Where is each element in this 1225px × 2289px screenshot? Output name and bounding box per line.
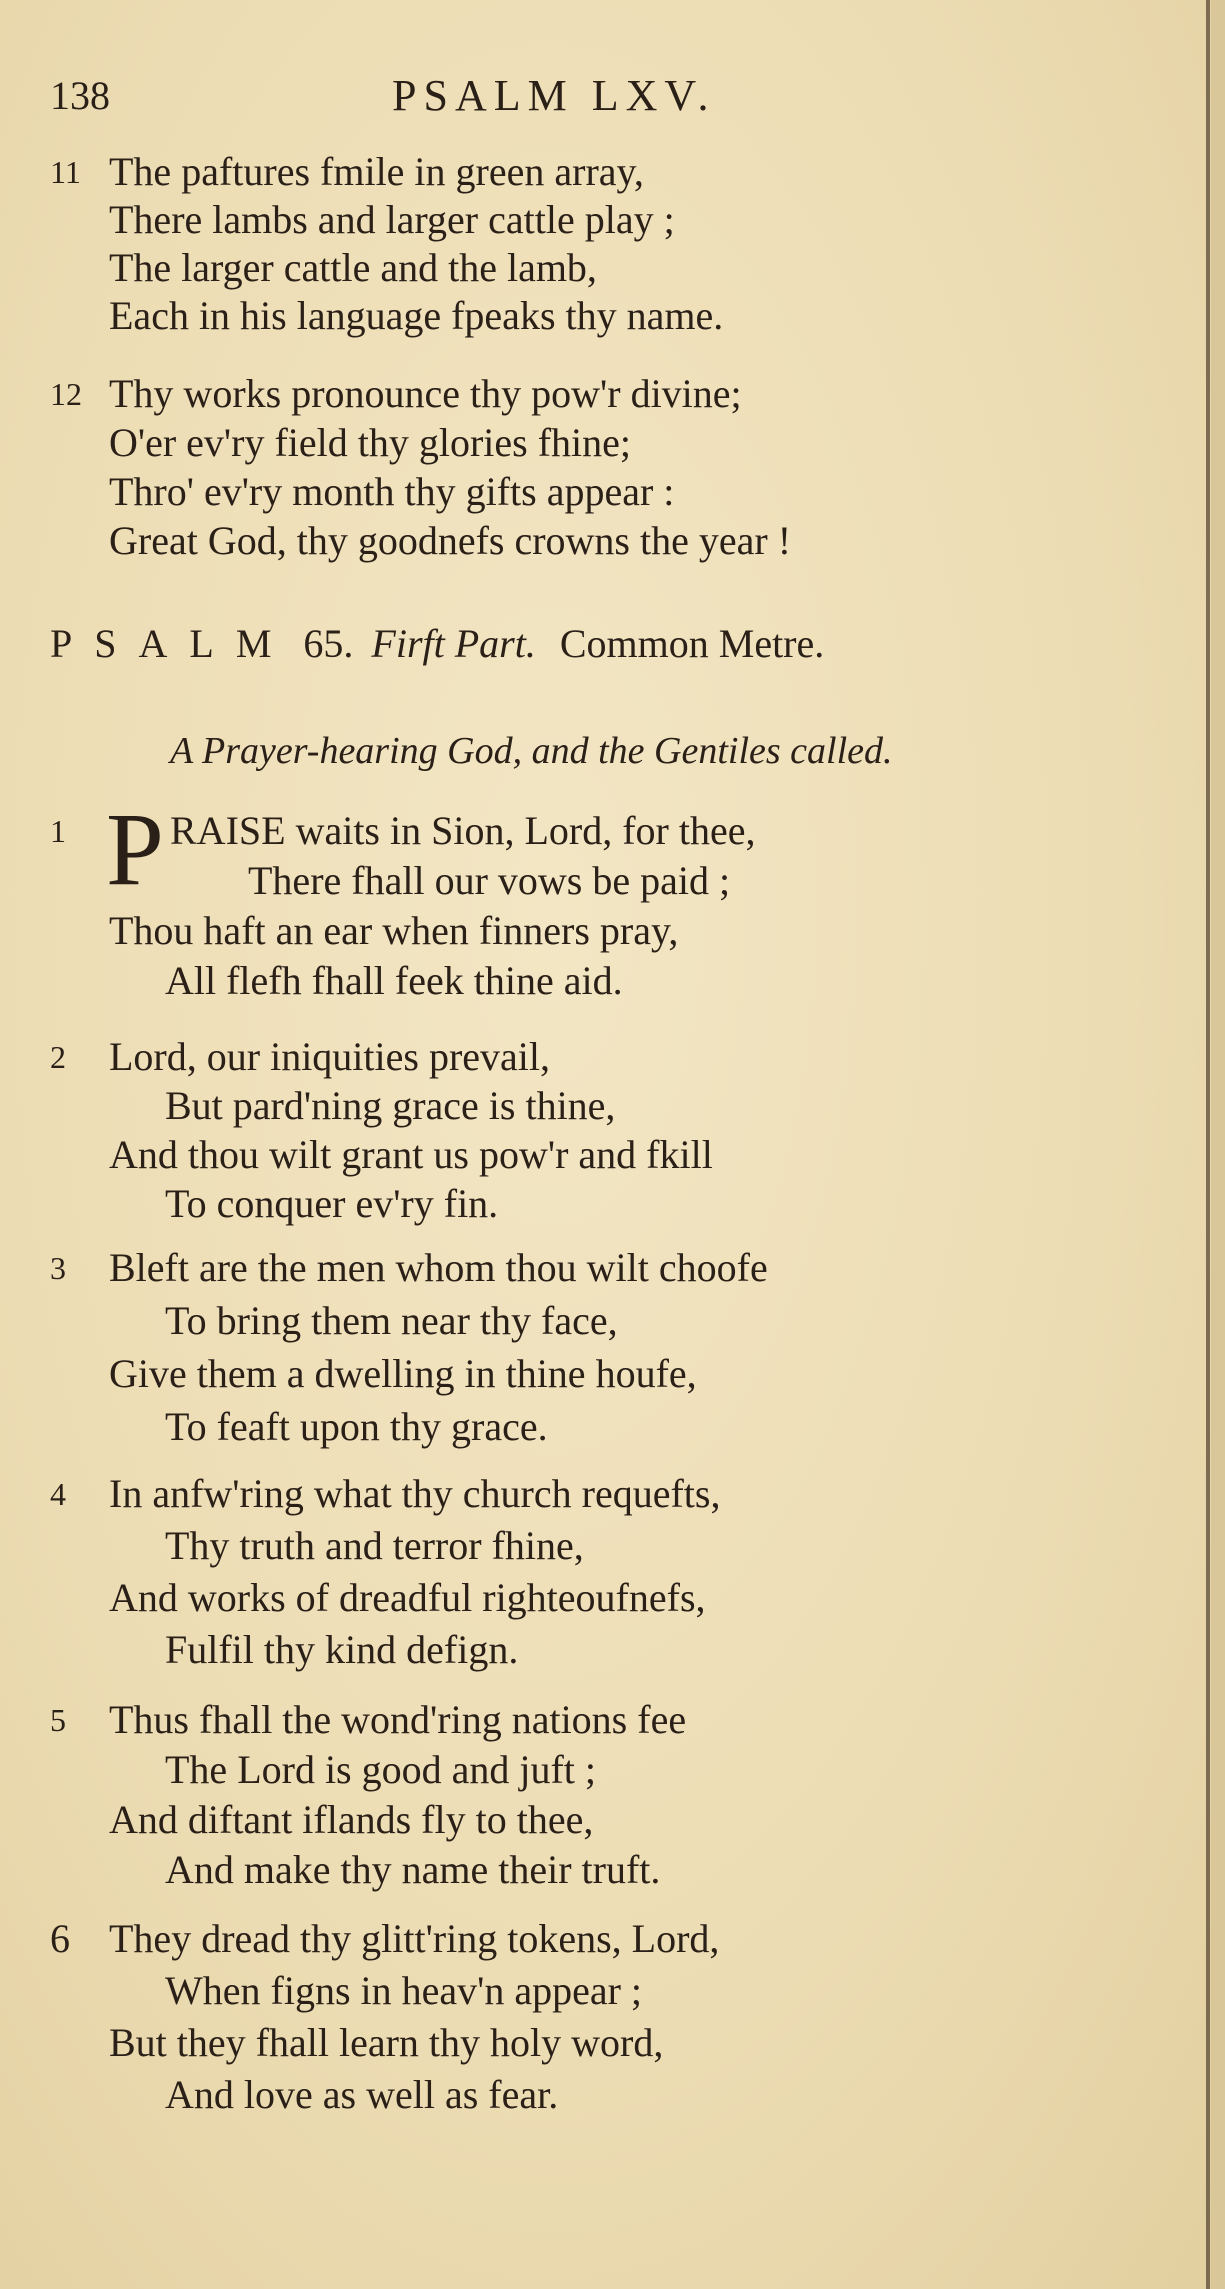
- verse-line: To conquer ev'ry fin.: [165, 1181, 499, 1226]
- running-title: PSALM LXV.: [392, 71, 716, 120]
- verse-line: Great God, thy goodnefs crowns the year !: [109, 518, 792, 563]
- book-edge: [1206, 0, 1210, 2289]
- verse-line: But they fhall learn thy holy word,: [109, 2020, 664, 2065]
- page-number: 138: [50, 73, 110, 118]
- verse-line: To bring them near thy face,: [165, 1298, 618, 1343]
- verse-line: Give them a dwelling in thine houfe,: [109, 1351, 697, 1396]
- verse-line: Thro' ev'ry month thy gifts appear :: [109, 469, 675, 514]
- verse-number: 5: [50, 1702, 66, 1738]
- verse-line: And diftant iflands fly to thee,: [109, 1797, 594, 1842]
- verse-line: And works of dreadful righteoufnefs,: [109, 1575, 706, 1620]
- verse-number: 4: [50, 1476, 66, 1512]
- verse-line: They dread thy glitt'ring tokens, Lord,: [109, 1916, 720, 1961]
- verse-line: To feaft upon thy grace.: [165, 1404, 548, 1449]
- verse-line: Each in his language fpeaks thy name.: [109, 293, 724, 338]
- verse-line: Thy works pronounce thy pow'r divine;: [109, 371, 742, 416]
- verse-line: And thou wilt grant us pow'r and fkill: [109, 1132, 713, 1177]
- verse-line: In anfw'ring what thy church requefts,: [109, 1471, 721, 1516]
- verse-line: O'er ev'ry field thy glories fhine;: [109, 420, 632, 465]
- verse-line: But pard'ning grace is thine,: [165, 1083, 616, 1128]
- verse-line: Thy truth and terror fhine,: [165, 1523, 584, 1568]
- section-heading: [50, 619, 824, 669]
- verse-number: 3: [50, 1250, 66, 1286]
- verse-line: Thus fhall the wond'ring nations fee: [109, 1697, 687, 1742]
- drop-cap: P: [106, 792, 164, 907]
- verse-line: There fhall our vows be paid ;: [248, 858, 731, 903]
- heading-number: 65.: [303, 621, 354, 666]
- verse-number: 2: [50, 1039, 66, 1075]
- heading-part: Firft Part.: [371, 621, 536, 666]
- heading-metre: Common Metre.: [559, 621, 825, 666]
- verse-line: And love as well as fear.: [165, 2072, 559, 2117]
- verse-line: The Lord is good and juft ;: [165, 1747, 597, 1792]
- verse-number: 1: [50, 813, 66, 849]
- verse-line: The paftures fmile in green array,: [109, 149, 644, 194]
- verse-line: There lambs and larger cattle play ;: [109, 197, 675, 242]
- verse-line: Fulfil thy kind defign.: [165, 1627, 519, 1672]
- verse-number: 12: [50, 376, 82, 412]
- verse-line: The larger cattle and the lamb,: [109, 245, 597, 290]
- verse-line: Thou haft an ear when finners pray,: [109, 908, 679, 953]
- verse-line: And make thy name their truft.: [165, 1847, 661, 1892]
- verse-number: 6: [50, 1916, 70, 1961]
- verse-line: RAISE waits in Sion, Lord, for thee,: [170, 808, 756, 853]
- page-margin: [1211, 0, 1225, 2289]
- verse-line: Lord, our iniquities prevail,: [109, 1034, 551, 1079]
- psalm-subtitle: A Prayer-hearing God, and the Gentiles called.: [170, 730, 893, 772]
- heading-psalm: PSALM: [50, 621, 294, 666]
- verse-line: Bleft are the men whom thou wilt choofe: [109, 1245, 768, 1290]
- verse-line: All flefh fhall feek thine aid.: [165, 958, 623, 1003]
- verse-number: 11: [50, 154, 81, 190]
- verse-line: When figns in heav'n appear ;: [165, 1968, 643, 2013]
